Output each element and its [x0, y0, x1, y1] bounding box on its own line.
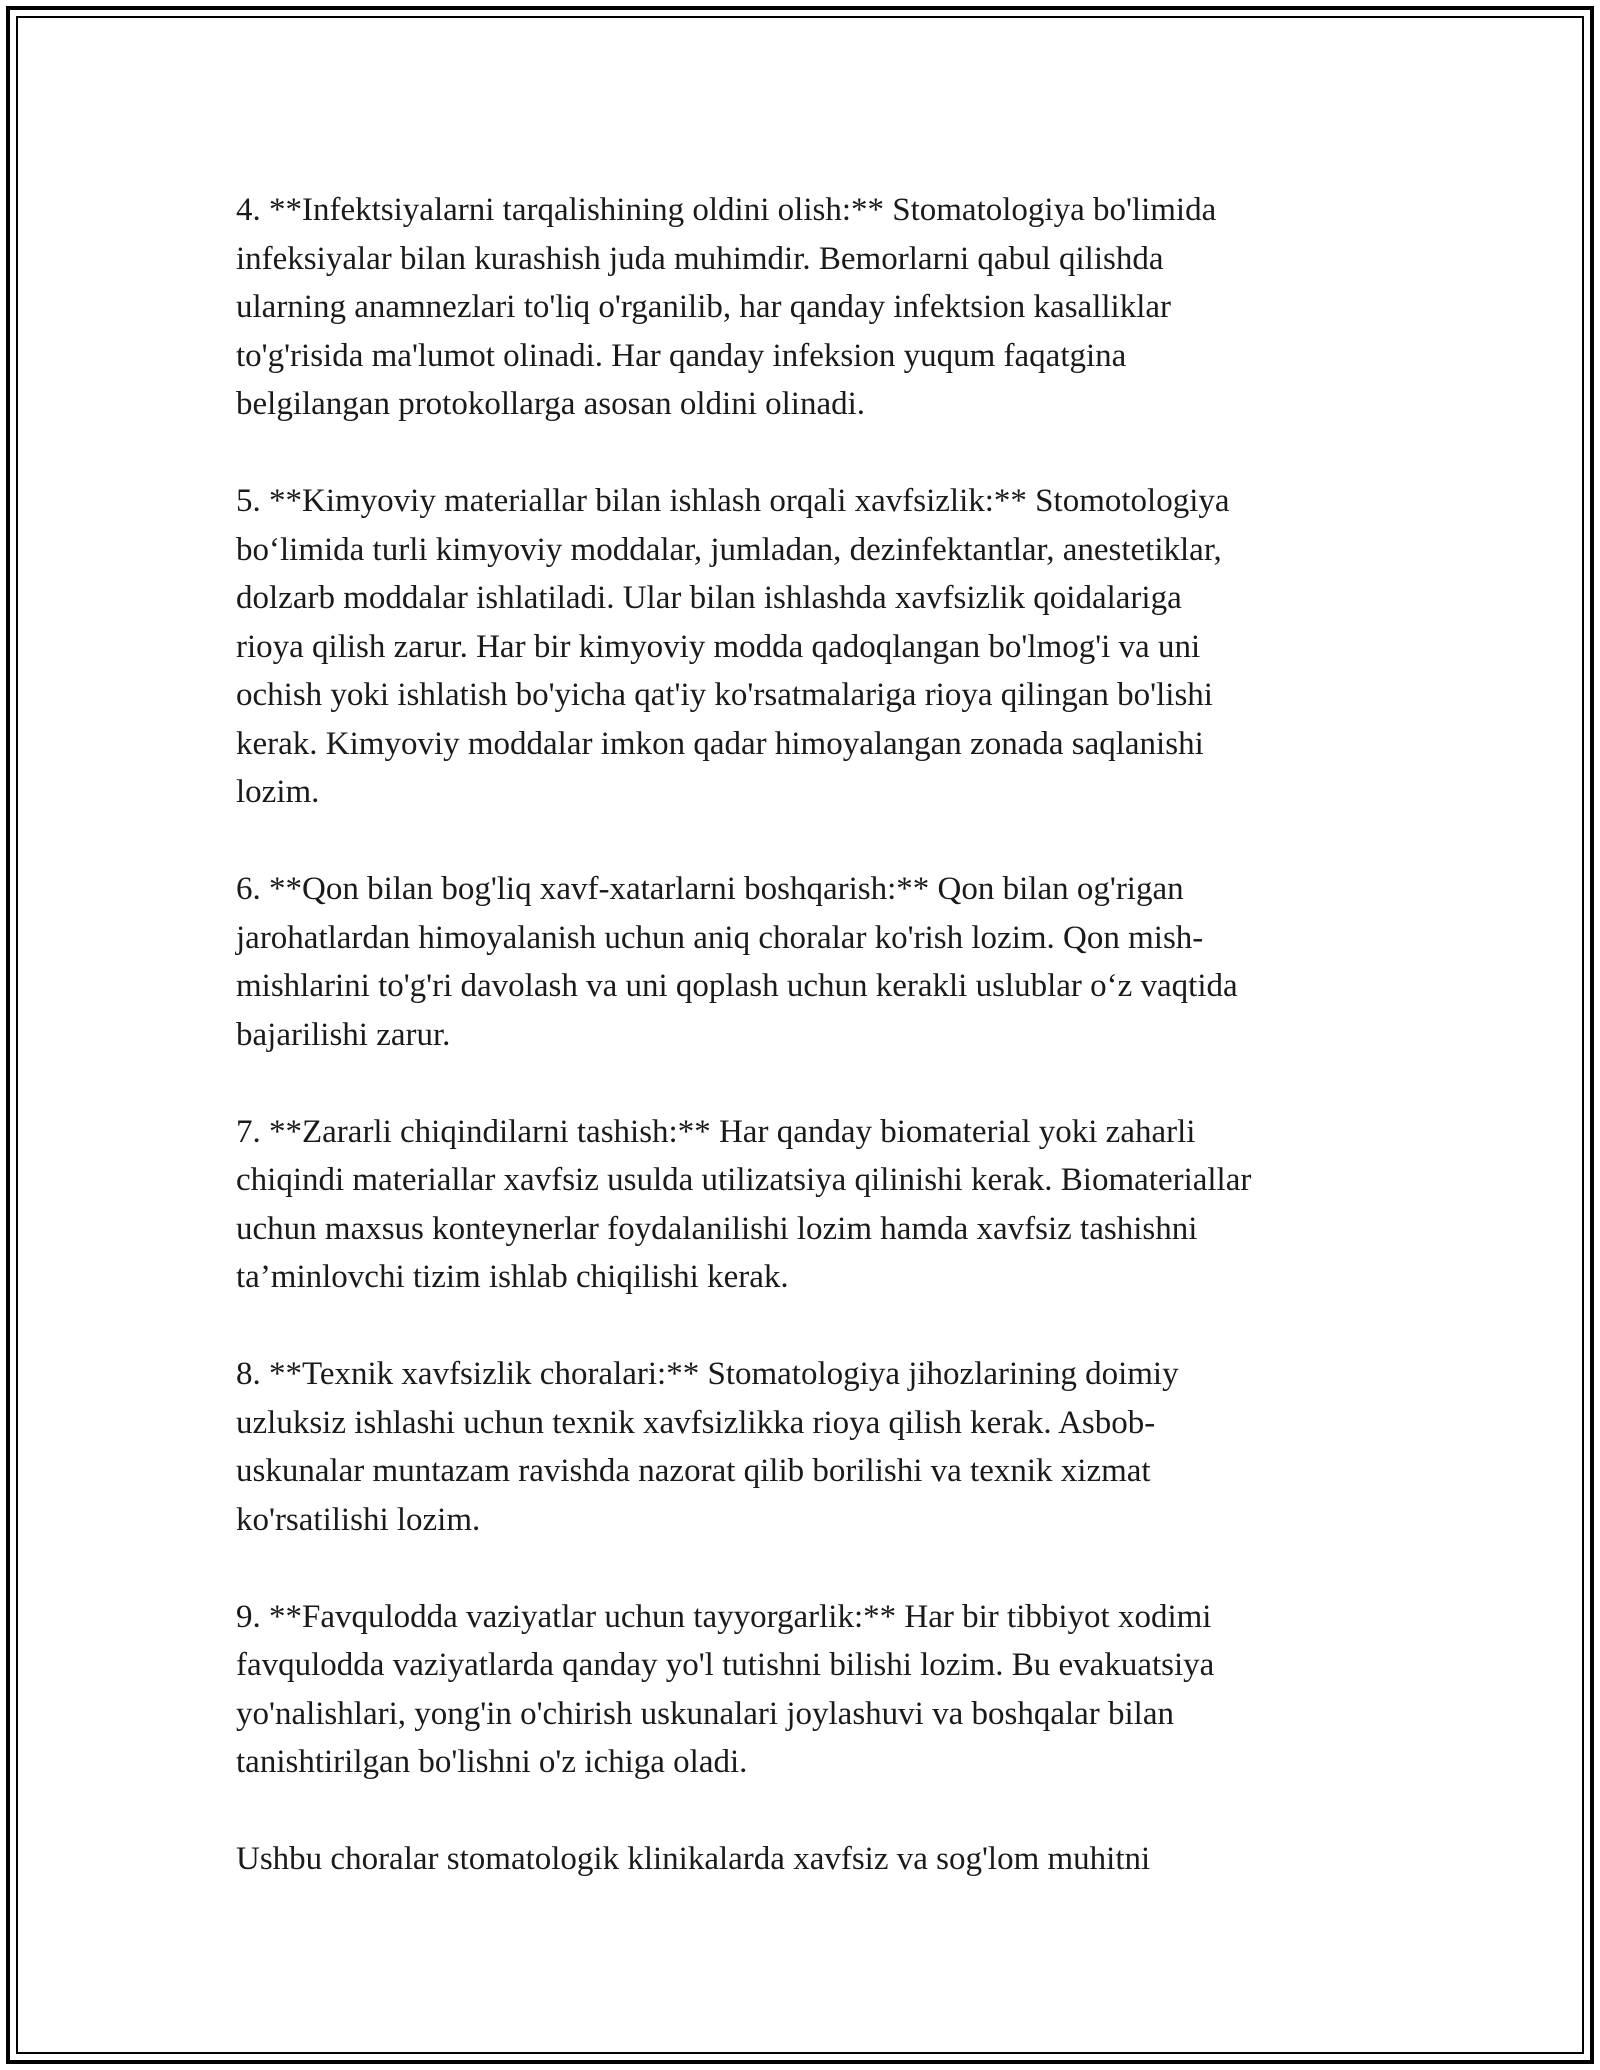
paragraph-item-6: 6. **Qon bilan bog'liq xavf-xatarlarni boshqarish:** Qon bilan og'rigan jarohatlardan himoyalanish uchun aniq choralar ko'rish lozim. Qon mish- mishlarini to'g'ri davolash va uni qoplash uchun kerakli uslublar o‘z vaqtida bajarilishi zarur. [236, 871, 1238, 1053]
paragraph-item-8: 8. **Texnik xavfsizlik choralari:** Stomatologiya jihozlarining doimiy uzluksiz ishlashi uchun texnik xavfsizlikka rioya qilish kerak. Asbob- uskunalar muntazam ravishda nazorat qilib borilishi va texnik xizmat ko'rsatilishi lozim. [236, 1356, 1179, 1538]
paragraph-item-7: 7. **Zararli chiqindilarni tashish:** Har qanday biomaterial yoki zaharli chiqindi materiallar xavfsiz usulda utilizatsiya qilinishi kerak. Biomateriallar uchun maxsus konteynerlar foydalanilishi lozim hamda xavfsiz tashishni ta’minlovchi tizim ishlab chiqilishi kerak. [236, 1113, 1252, 1295]
closing-paragraph: Ushbu choralar stomatologik klinikalarda xavfsiz va sog'lom muhitni [236, 1841, 1151, 1877]
paragraph-item-5: 5. **Kimyoviy materiallar bilan ishlash orqali xavfsizlik:** Stomotologiya bo‘limida turli kimyoviy moddalar, jumladan, dezinfektantlar, anestetiklar, dolzarb moddalar ishlatiladi. Ular bilan ishlashda xavfsizlik qoidalariga rioya qilish zarur. Har bir kimyoviy modda qadoqlangan bo'lmog'i va uni ochish yoki ishlatish bo'yicha qat'iy ko'rsatmalariga rioya qilingan bo'lishi kerak. Kimyoviy moddalar imkon qadar himoyalangan zonada saqlanishi lozim. [236, 483, 1230, 810]
paragraph-item-4: 4. **Infektsiyalarni tarqalishining oldini olish:** Stomatologiya bo'limida infeksiyalar bilan kurashish juda muhimdir. Bemorlarni qabul qilishda ularning anamnezlari to'liq o'rganilib, har qanday infektsion kasalliklar to'g'risida ma'lumot olinadi. Har qanday infeksion yuqum faqatgina belgilangan protokollarga asosan oldini olinadi. [236, 192, 1217, 422]
document-body [236, 186, 1386, 1884]
paragraph-item-9: 9. **Favqulodda vaziyatlar uchun tayyorgarlik:** Har bir tibbiyot xodimi favqulodda vaziyatlarda qanday yo'l tutishni bilishi lozim. Bu evakuatsiya yo'nalishlari, yong'in o'chirish uskunalari joylashuvi va boshqalar bilan tanishtirilgan bo'lishni o'z ichiga oladi. [236, 1598, 1215, 1780]
